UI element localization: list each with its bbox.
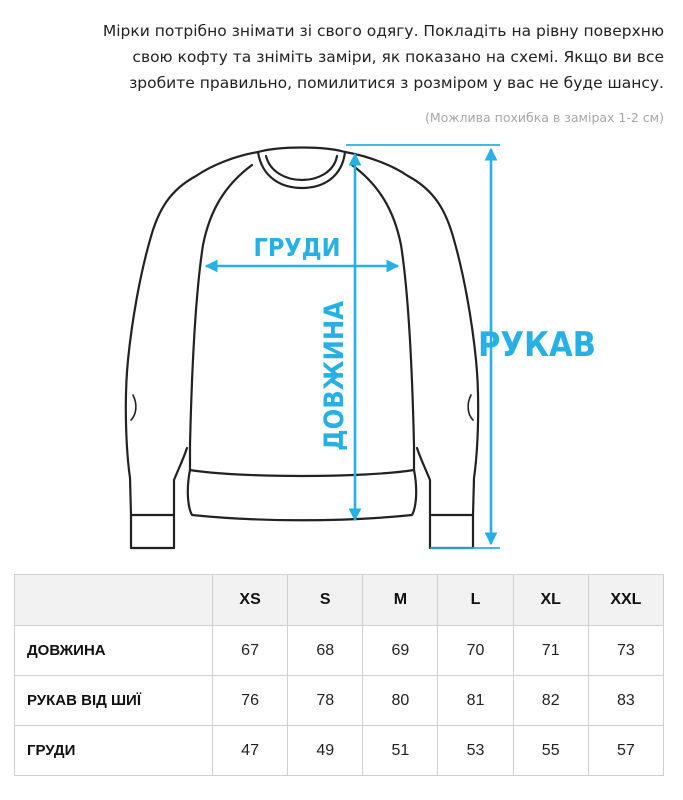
table-cell: 55 <box>513 726 588 776</box>
size-header-row <box>15 575 664 626</box>
intro-line-2: свою кофту та зніміть заміри, як показано на схемі. Якщо ви все <box>132 48 664 66</box>
size-header-l: L <box>438 575 513 626</box>
table-cell: 49 <box>288 726 363 776</box>
table-cell: 69 <box>363 626 438 676</box>
intro-line-3: зробите правильно, помилитися з розміром у вас не буде шансу. <box>129 74 664 92</box>
size-header-xs: XS <box>213 575 288 626</box>
table-cell: 57 <box>588 726 663 776</box>
measurement-tolerance-note: (Можлива похибка в замірах 1-2 см) <box>424 110 664 125</box>
table-cell: 73 <box>588 626 663 676</box>
row-label: ДОВЖИНА <box>15 626 213 676</box>
table-cell: 47 <box>213 726 288 776</box>
length-label: ДОВЖИНА <box>319 301 350 451</box>
table-cell: 80 <box>363 676 438 726</box>
table-row-length <box>15 626 664 676</box>
intro-line-1: Мірки потрібно знімати зі свого одягу. Покладіть на рівну поверхню <box>102 22 664 40</box>
table-cell: 67 <box>213 626 288 676</box>
table-row-sleeve <box>15 676 664 726</box>
size-header-xl: XL <box>513 575 588 626</box>
size-chart-table <box>14 574 664 776</box>
table-cell: 81 <box>438 676 513 726</box>
table-cell: 70 <box>438 626 513 676</box>
table-cell: 78 <box>288 676 363 726</box>
sweatshirt-outline <box>126 148 478 549</box>
table-cell: 68 <box>288 626 363 676</box>
size-header-xxl: XXL <box>588 575 663 626</box>
table-cell: 51 <box>363 726 438 776</box>
row-label: РУКАВ ВІД ШИЇ <box>15 676 213 726</box>
header-empty-cell <box>15 575 213 626</box>
table-cell: 83 <box>588 676 663 726</box>
size-header-m: M <box>363 575 438 626</box>
table-cell: 71 <box>513 626 588 676</box>
table-cell: 53 <box>438 726 513 776</box>
table-row-chest <box>15 726 664 776</box>
table-cell: 82 <box>513 676 588 726</box>
chest-label: ГРУДИ <box>253 233 341 262</box>
table-cell: 76 <box>213 676 288 726</box>
row-label: ГРУДИ <box>15 726 213 776</box>
sleeve-label: РУКАВ <box>478 325 596 365</box>
size-header-s: S <box>288 575 363 626</box>
